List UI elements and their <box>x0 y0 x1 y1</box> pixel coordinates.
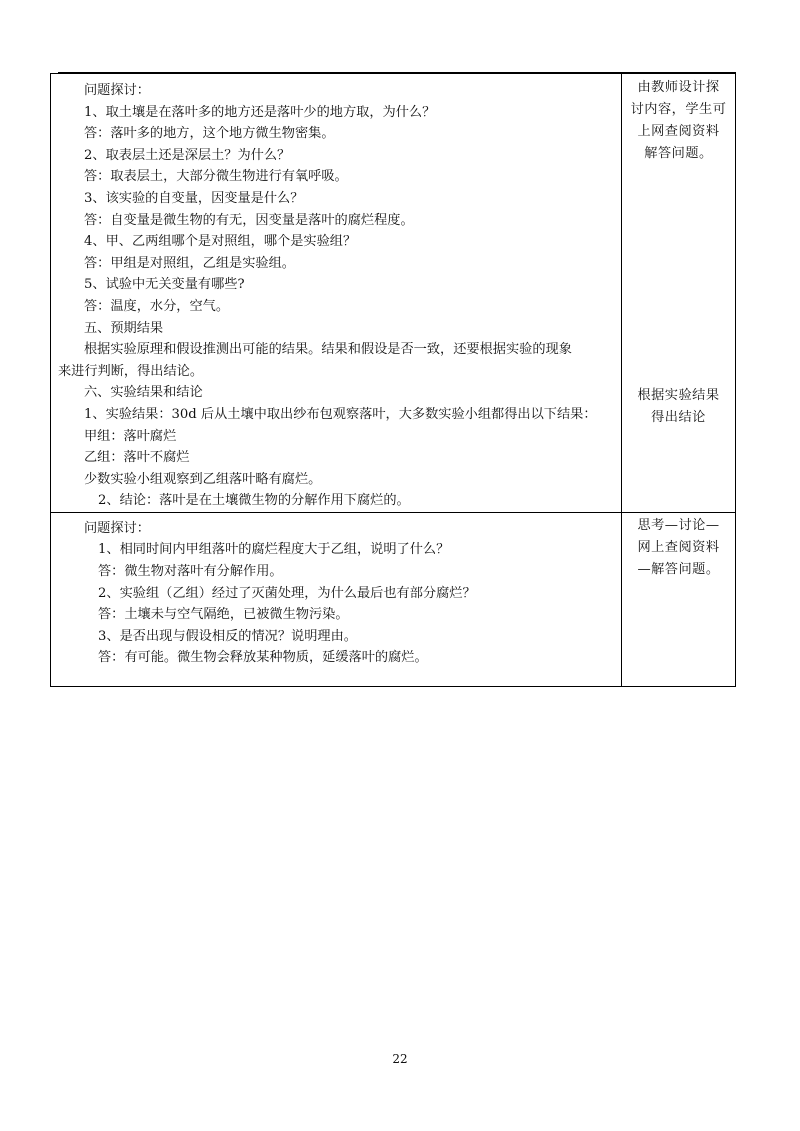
side-note-line: 解答问题。 <box>644 146 713 161</box>
text-line: 4、甲、乙两组哪个是对照组，哪个是实验组？ <box>84 234 357 250</box>
text-line: 答：温度，水分，空气。 <box>84 298 230 314</box>
text-line: 来进行判断，得出结论。 <box>58 363 204 379</box>
text-line: 1、取土壤是在落叶多的地方还是落叶少的地方取，为什么？ <box>84 104 436 120</box>
section-heading: 六、实验结果和结论 <box>84 385 203 401</box>
page-number: 22 <box>392 1052 408 1066</box>
text-line: 答：有可能。微生物会释放某种物质，延缓落叶的腐烂。 <box>98 650 428 666</box>
text-line: 1、实验结果：30d 后从土壤中取出纱布包观察落叶，大多数实验小组都得出以下结果： <box>84 406 597 422</box>
side-note-line: 由教师设计探 <box>637 80 720 95</box>
text-line: 2、结论：落叶是在土壤微生物的分解作用下腐烂的。 <box>98 493 410 509</box>
text-line: 2、实验组（乙组）经过了灭菌处理，为什么最后也有部分腐烂？ <box>98 585 476 601</box>
text-line: 问题探讨： <box>84 83 150 98</box>
text-line: 乙组：落叶不腐烂 <box>84 450 190 466</box>
text-line: 根据实验原理和假设推测出可能的结果。结果和假设是否一致，还要根据实验的现象 <box>84 342 572 358</box>
side-note-cell <box>622 512 736 686</box>
lesson-plan-table <box>50 73 736 687</box>
text-line: 答：微生物对落叶有分解作用。 <box>98 564 283 580</box>
text-line: 答：土壤未与空气隔绝，已被微生物污染。 <box>98 607 349 623</box>
side-note-cell <box>622 74 736 513</box>
text-line: 答：甲组是对照组，乙组是实验组。 <box>84 255 295 271</box>
side-note-line: —解答问题。 <box>637 561 720 577</box>
text-line: 少数实验小组观察到乙组落叶略有腐烂。 <box>84 471 322 487</box>
side-note-line: 网上查阅资料 <box>637 539 720 555</box>
text-line: 答：自变量是微生物的有无，因变量是落叶的腐烂程度。 <box>84 212 414 228</box>
text-line: 甲组：落叶腐烂 <box>84 428 177 444</box>
text-line: 答：落叶多的地方，这个地方微生物密集。 <box>84 126 335 142</box>
side-note-line: 上网查阅资料 <box>637 124 720 139</box>
section-heading: 五、预期结果 <box>84 320 164 336</box>
main-content-cell <box>51 74 622 513</box>
text-line: 1、相同时间内甲组落叶的腐烂程度大于乙组，说明了什么？ <box>98 542 450 558</box>
table-row <box>51 512 736 686</box>
text-line: 2、取表层土还是深层土？为什么？ <box>84 147 291 163</box>
table-row <box>51 74 736 513</box>
text-line: 5、试验中无关变量有哪些? <box>84 277 245 293</box>
text-line: 3、是否出现与假设相反的情况？说明理由。 <box>98 628 357 644</box>
text-line: 答：取表层土，大部分微生物进行有氧呼吸。 <box>84 169 348 185</box>
side-note-line: 根据实验结果 <box>637 388 720 403</box>
side-note-line: 得出结论 <box>651 410 706 425</box>
main-content-cell <box>51 512 622 686</box>
side-note-line: 讨内容，学生可 <box>630 102 727 117</box>
text-line: 3、该实验的自变量，因变量是什么？ <box>84 190 304 206</box>
text-line: 问题探讨： <box>84 520 150 536</box>
side-note-line: 思考—讨论— <box>637 517 720 533</box>
